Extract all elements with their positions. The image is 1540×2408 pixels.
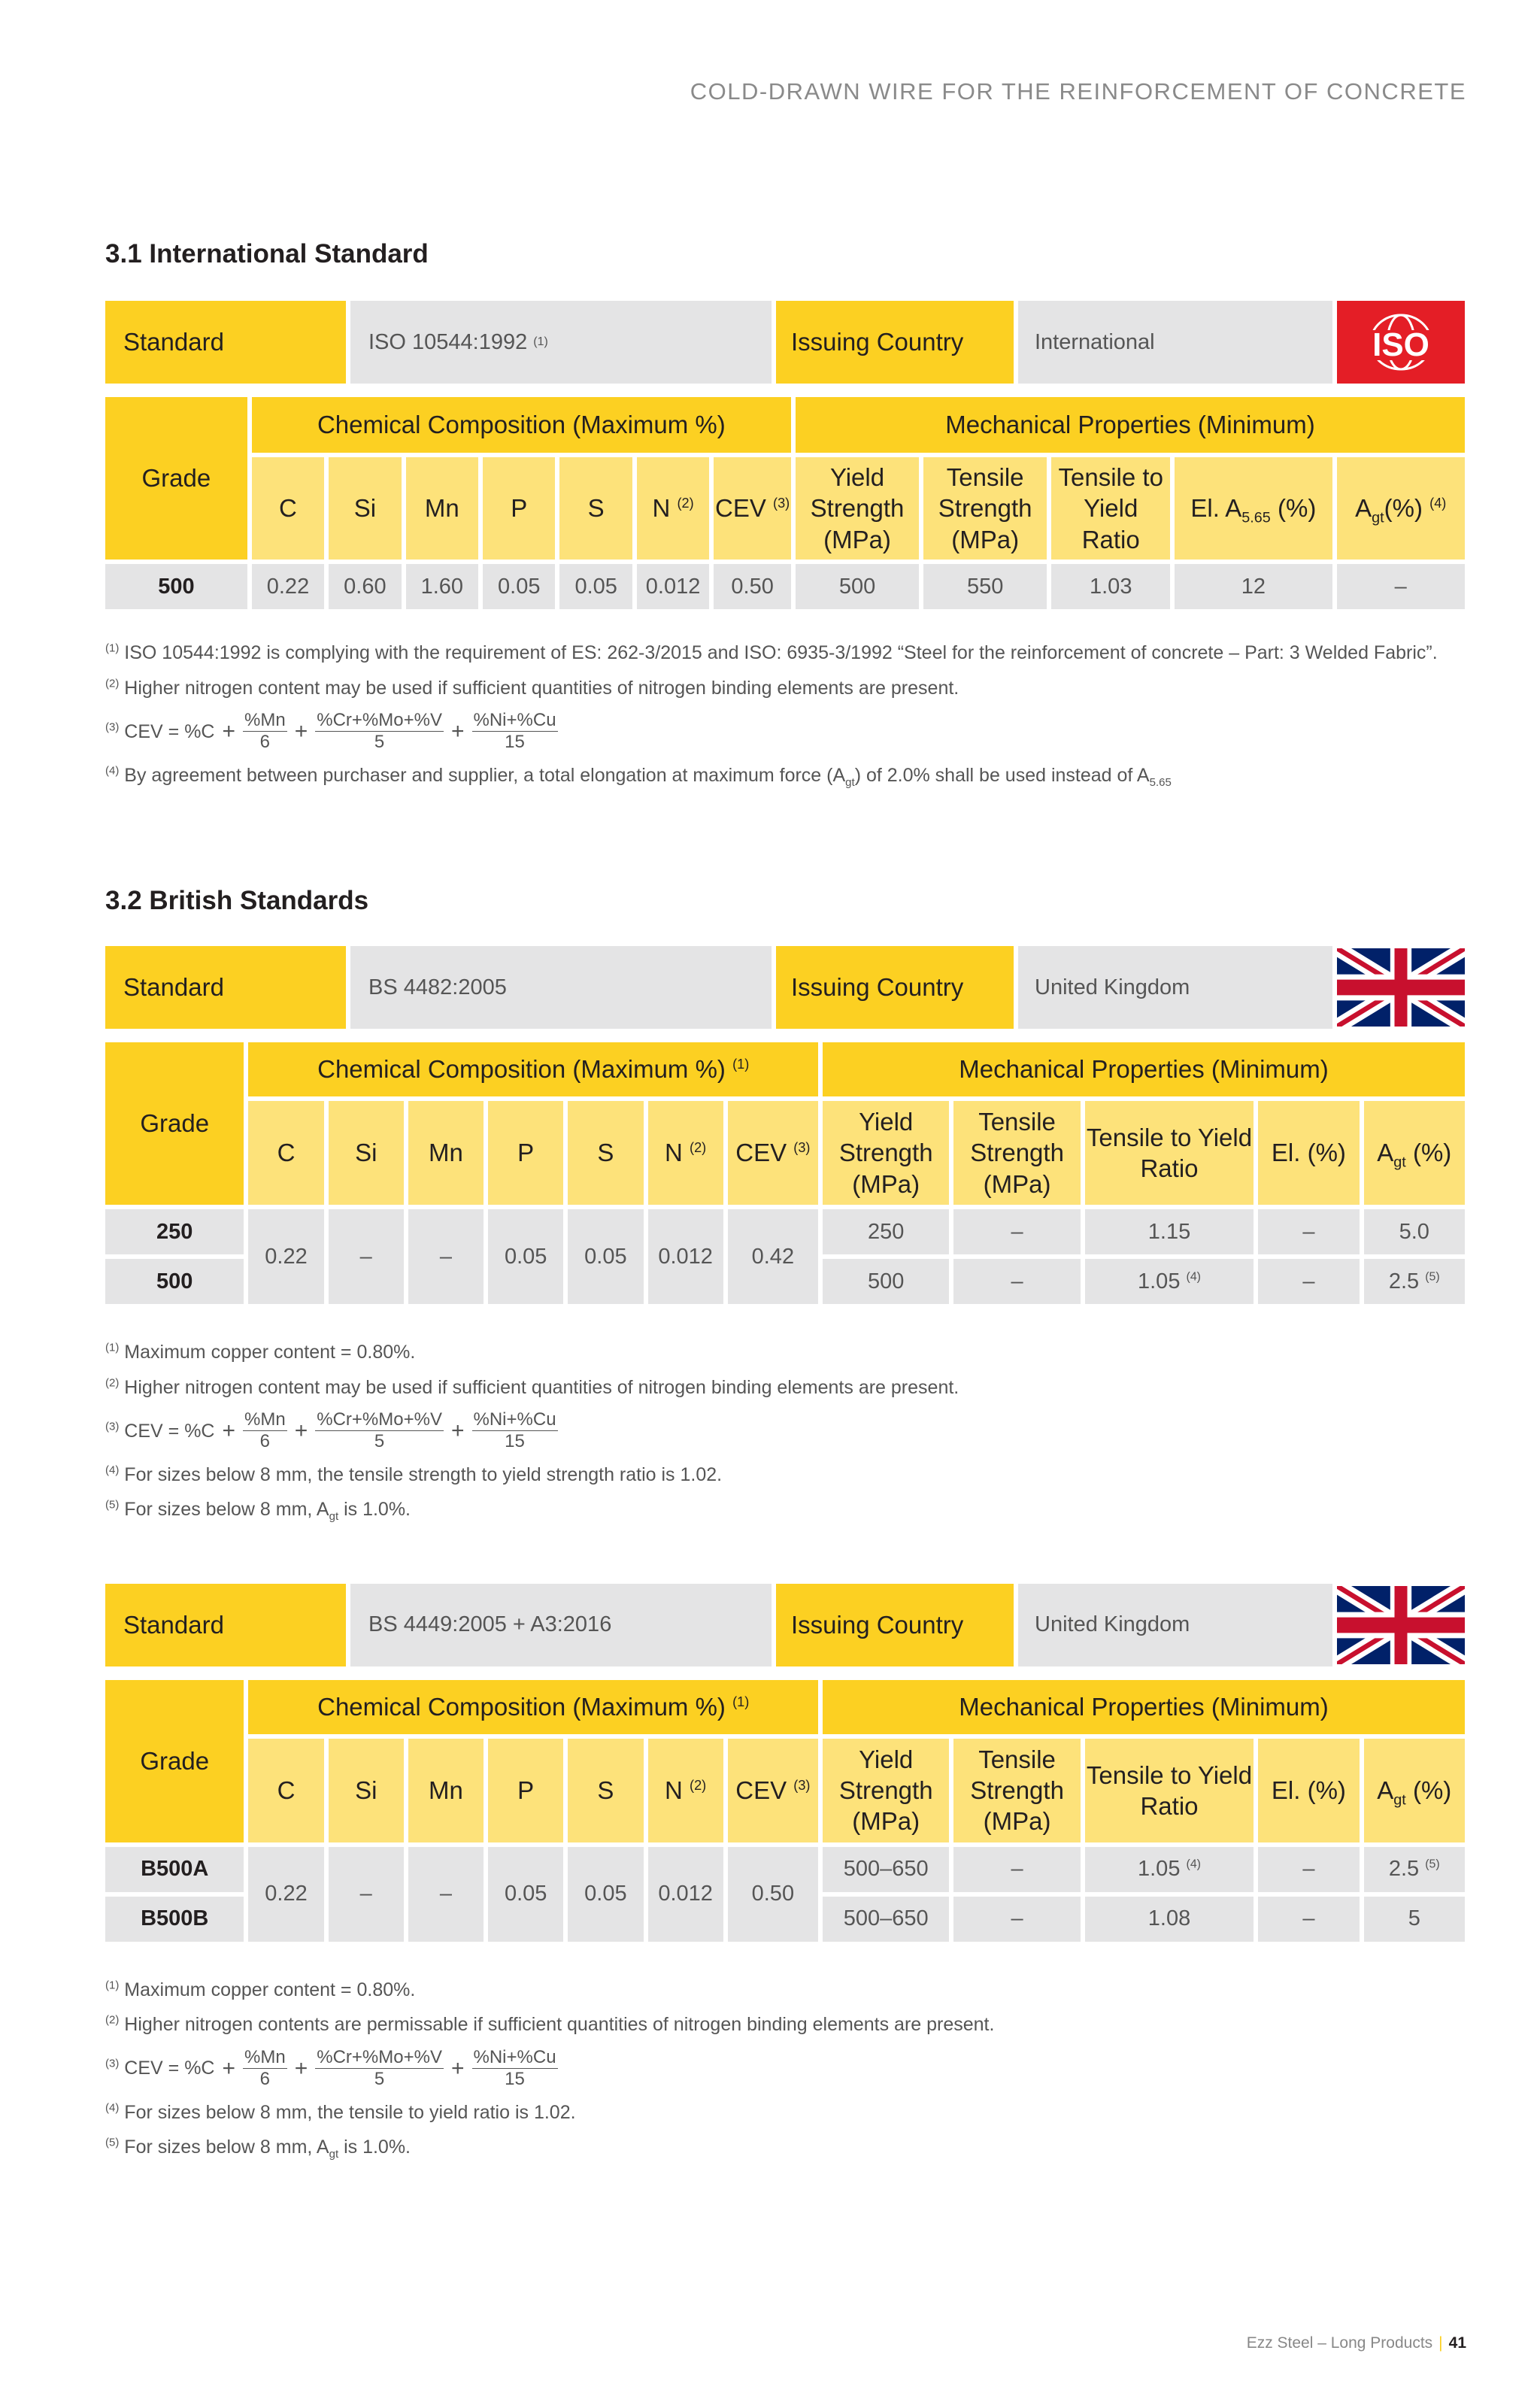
col-ratio: Tensile to Yield Ratio [1051, 457, 1170, 560]
table-row: B500B 500–650 – 1.08 – 5 [105, 1897, 1465, 1942]
col-n: N $^{(2)}$ [648, 1739, 723, 1842]
footnote-2: $^{(2)}$ Higher nitrogen content may be used if sufficient quantities of nitrogen binding elements are present. [105, 1376, 959, 1398]
issuing-country-label: Issuing Country [776, 1584, 1014, 1666]
table-row: 500 0.22 0.60 1.60 0.05 0.05 0.012 0.50 500 550 1.03 12 – [105, 564, 1465, 609]
standard-row [105, 301, 1465, 384]
footer-company: Ezz Steel – Long Products [1246, 2334, 1433, 2352]
footnote-2: $^{(2)}$ Higher nitrogen content may be used if sufficient quantities of nitrogen binding elements are present. [105, 677, 959, 699]
issuing-country-value: United Kingdom [1018, 946, 1332, 1029]
col-c: C [248, 1101, 323, 1205]
chem-header: Chemical Composition (Maximum %) $^{(1)}$ [248, 1680, 818, 1734]
col-yield: Yield Strength (MPa) [823, 1739, 949, 1842]
col-s: S [568, 1739, 643, 1842]
section-title: 3.1 International Standard [105, 239, 429, 268]
col-cev: CEV $^{(3)}$ [728, 1739, 818, 1842]
col-tensile: Tensile Strength (MPa) [953, 1101, 1080, 1205]
col-agt: $A_{gt}$ (%) [1364, 1101, 1465, 1205]
col-p: P [488, 1101, 563, 1205]
col-cev: CEV $^{(3)}$ [714, 457, 791, 560]
col-cev: CEV $^{(3)}$ [728, 1101, 818, 1205]
col-agt: $A_{gt}(\%)$ $^{(4)}$ [1337, 457, 1466, 560]
page-number: 41 [1448, 2334, 1466, 2352]
iso-logo-icon [1344, 305, 1457, 380]
uk-flag [1337, 1584, 1465, 1666]
iso-logo [1337, 301, 1465, 384]
uk-flag [1337, 946, 1465, 1029]
footnote-1: $^{(1)}$ ISO 10544:1992 is complying with the requirement of ES: 262-3/2015 and ISO: 6935-3/1992 “Steel for the reinforcement of concrete – Part: 3 Welded Fabric”. [105, 641, 1438, 663]
col-mn: Mn [408, 1101, 484, 1205]
issuing-country-value: International [1018, 301, 1332, 384]
section-3-2 [105, 886, 1465, 2170]
issuing-country-label: Issuing Country [776, 946, 1014, 1029]
footnote-3-cev-formula: $^{(3)}$ CEV = %C + $\frac{\%Mn}{6}$ + $\frac{\%Cr+\%Mo+\%V}{5}$ + $\frac{\%Ni+\%Cu}{15}$ [105, 1409, 556, 1452]
mech-header: Mechanical Properties (Minimum) [823, 1680, 1465, 1734]
col-p: P [488, 1739, 563, 1842]
footer-separator: | [1438, 2334, 1443, 2352]
col-n: N $^{(2)}$ [637, 457, 709, 560]
standard-label: Standard [105, 301, 346, 384]
mech-header: Mechanical Properties (Minimum) [796, 397, 1465, 453]
col-tensile: Tensile Strength (MPa) [953, 1739, 1080, 1842]
footnote-3-cev-formula: $^{(3)}$ CEV = %C + $\frac{\%Mn}{6}$ + $\frac{\%Cr+\%Mo+\%V}{5}$ + $\frac{\%Ni+\%Cu}{15}$ [105, 2046, 556, 2090]
uk-flag-icon [1337, 1586, 1465, 1664]
col-agt: $A_{gt}$ (%) [1364, 1739, 1465, 1842]
col-mn: Mn [408, 1739, 484, 1842]
footnote-5: $^{(5)}$ For sizes below 8 mm, $A_{gt}$ is 1.0%. [105, 1498, 411, 1524]
col-si: Si [329, 1101, 404, 1205]
issuing-country-label: Issuing Country [776, 301, 1014, 384]
footnote-2: $^{(2)}$ Higher nitrogen contents are permissable if sufficient quantities of nitrogen binding elements are present. [105, 2013, 995, 2036]
col-s: S [559, 457, 632, 560]
standard-row [105, 946, 1465, 1029]
svg-text:ISO: ISO [1372, 326, 1429, 363]
section-3-1 [105, 239, 1465, 798]
page-footer [1247, 2334, 1466, 2352]
col-mn: Mn [406, 457, 478, 560]
footnotes [105, 1978, 1465, 2160]
col-s: S [568, 1101, 643, 1205]
grade-header: Grade [105, 1042, 244, 1205]
footnote-4: $^{(4)}$ For sizes below 8 mm, the tensile to yield ratio is 1.02. [105, 2101, 576, 2123]
col-tensile: Tensile Strength (MPa) [923, 457, 1047, 560]
col-el: El. $A_{5.65}$ (%) [1175, 457, 1332, 560]
col-yield: Yield Strength (MPa) [823, 1101, 949, 1205]
footnotes [105, 1340, 1465, 1522]
chem-header: Chemical Composition (Maximum %) [252, 397, 791, 453]
section-title: 3.2 British Standards [105, 886, 369, 915]
table-row: 500 500 – 1.05 $^{(4)}$ – 2.5 $^{(5)}$ [105, 1259, 1465, 1304]
footnote-1: $^{(1)}$ Maximum copper content = 0.80%. [105, 1341, 416, 1363]
table-row: B500A 0.22 – – 0.05 0.05 0.012 0.50 500–650 – 1.05 $^{(4)}$ – 2.5 $^{(5)}$ [105, 1847, 1465, 1892]
footnote-3-cev-formula: $^{(3)}$ CEV = %C + $\frac{\%Mn}{6}$ + $\frac{\%Cr+\%Mo+\%V}{5}$ + $\frac{\%Ni+\%Cu}{15}$ [105, 710, 556, 753]
footnote-5: $^{(5)}$ For sizes below 8 mm, $A_{gt}$ is 1.0%. [105, 2136, 411, 2161]
standard-value: BS 4482:2005 [350, 946, 772, 1029]
grade-header: Grade [105, 1680, 244, 1842]
table-row: 250 0.22 – – 0.05 0.05 0.012 0.42 250 – 1.15 – 5.0 [105, 1209, 1465, 1254]
running-header: COLD-DRAWN WIRE FOR THE REINFORCEMENT OF CONCRETE [690, 78, 1466, 105]
chem-header: Chemical Composition (Maximum %) $^{(1)}$ [248, 1042, 818, 1096]
col-si: Si [329, 457, 401, 560]
issuing-country-value: United Kingdom [1018, 1584, 1332, 1666]
footnote-4: $^{(4)}$ For sizes below 8 mm, the tensile strength to yield strength ratio is 1.02. [105, 1463, 723, 1485]
col-ratio: Tensile to Yield Ratio [1085, 1101, 1254, 1205]
col-p: P [483, 457, 555, 560]
standard-label: Standard [105, 946, 346, 1029]
col-el: El. (%) [1258, 1739, 1359, 1842]
footnote-4: $^{(4)}$ By agreement between purchaser and supplier, a total elongation at maximum force $(A_{gt})$ of 2.0% shall be used instead of $A_{5.65}$ [105, 764, 1172, 789]
standard-row [105, 1584, 1465, 1666]
bs4482-table [101, 1038, 1469, 1309]
col-si: Si [329, 1739, 404, 1842]
standard-value: BS 4449:2005 + A3:2016 [350, 1584, 772, 1666]
standard-value: ISO 10544:1992 (1) [350, 301, 772, 384]
grade-header: Grade [105, 397, 247, 560]
footnote-1: $^{(1)}$ Maximum copper content = 0.80%. [105, 1979, 416, 2000]
standard-label: Standard [105, 1584, 346, 1666]
col-yield: Yield Strength (MPa) [796, 457, 919, 560]
uk-flag-icon [1337, 948, 1465, 1027]
col-el: El. (%) [1258, 1101, 1359, 1205]
col-c: C [252, 457, 324, 560]
col-n: N $^{(2)}$ [648, 1101, 723, 1205]
footnotes [105, 641, 1465, 787]
col-ratio: Tensile to Yield Ratio [1085, 1739, 1254, 1842]
bs4449-table [101, 1676, 1469, 1946]
iso-table [101, 393, 1469, 614]
col-c: C [248, 1739, 323, 1842]
mech-header: Mechanical Properties (Minimum) [823, 1042, 1465, 1096]
